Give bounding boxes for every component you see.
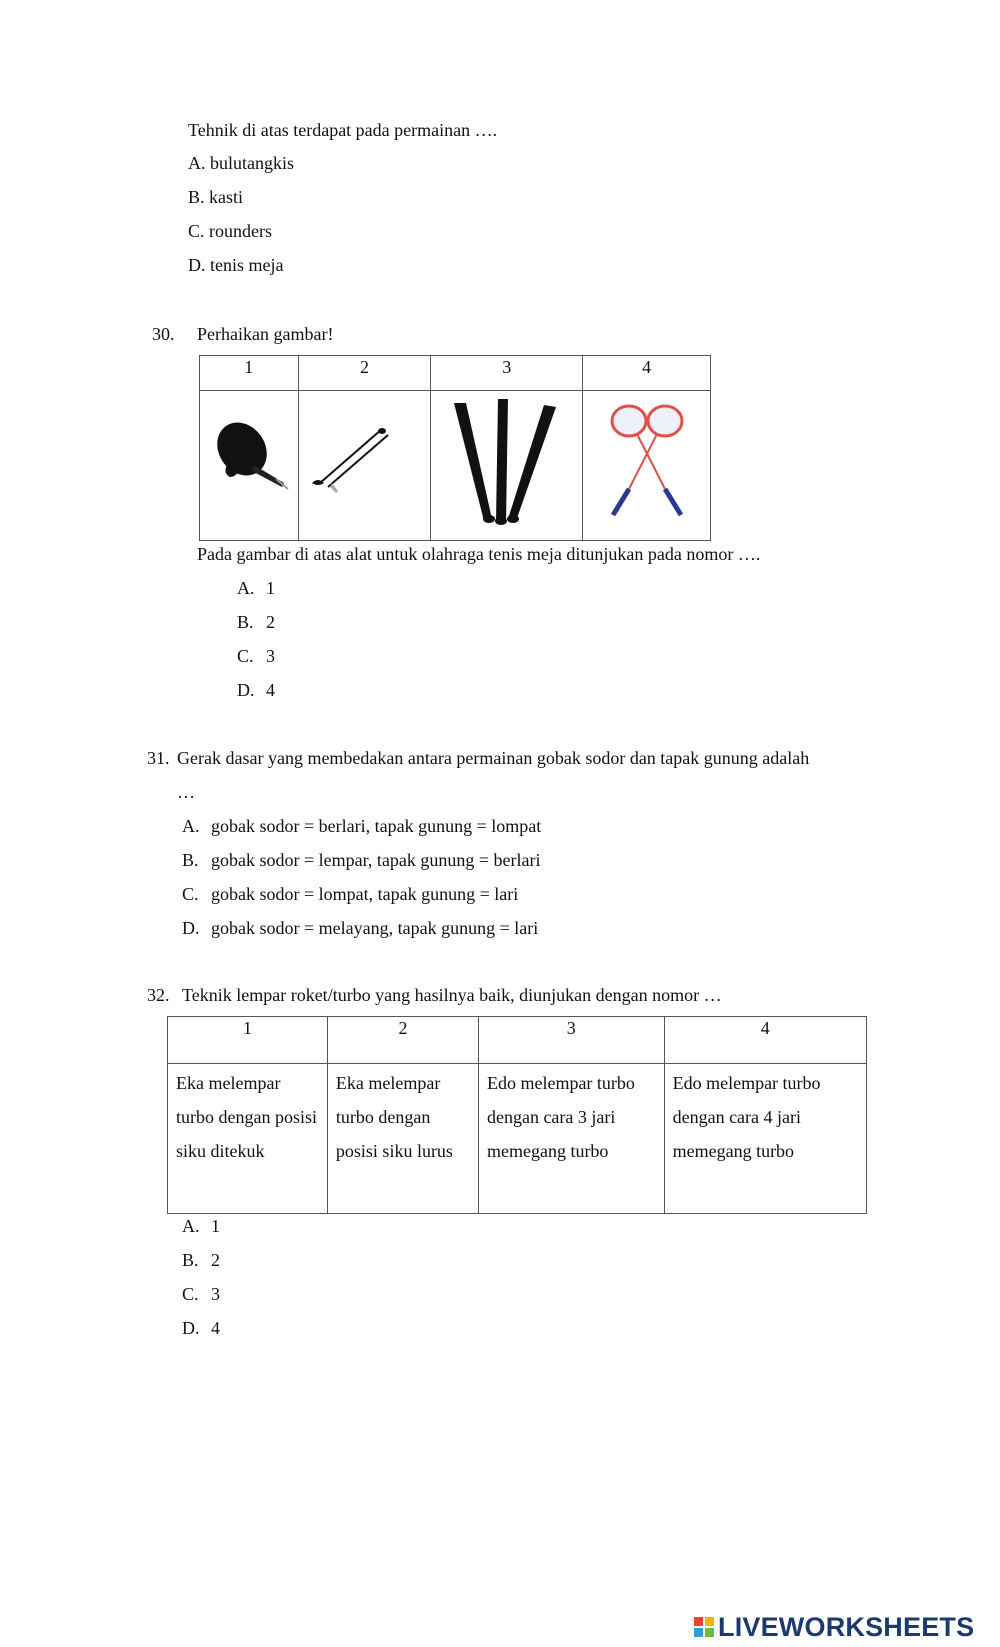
q31-option-d-letter[interactable]: D.	[182, 918, 200, 938]
q31-option-a-text[interactable]: gobak sodor = berlari, tapak gunung = lompat	[211, 816, 542, 836]
q30-option-d-letter[interactable]: D.	[237, 680, 255, 700]
q30-option-c-text[interactable]: 3	[266, 646, 275, 666]
ping-pong-paddle-icon	[204, 391, 294, 531]
liveworksheets-logo-icon	[694, 1617, 714, 1637]
q29-option-a[interactable]: A. bulutangkis	[188, 153, 294, 173]
q32-description-table	[167, 1016, 867, 1214]
q32-option-a-letter[interactable]: A.	[182, 1216, 200, 1236]
liveworksheets-logo[interactable]	[694, 1612, 974, 1642]
crossed-badminton-rackets-icon	[302, 391, 427, 531]
q31-stem-line2: …	[177, 782, 195, 802]
q31-option-c-text[interactable]: gobak sodor = lompat, tapak gunung = lari	[211, 884, 519, 904]
q31-stem-line1: Gerak dasar yang membedakan antara permainan gobak sodor dan tapak gunung adalah	[177, 748, 810, 768]
q30-picture-cell	[431, 391, 583, 541]
q32-col-number: 4	[664, 1017, 866, 1064]
q30-col-number: 4	[583, 356, 711, 391]
q32-option-b-letter[interactable]: B.	[182, 1250, 199, 1270]
kasti-bats-icon	[434, 391, 579, 531]
q32-col-number: 3	[478, 1017, 664, 1064]
q30-option-c-letter[interactable]: C.	[237, 646, 254, 666]
q29-option-c[interactable]: C. rounders	[188, 221, 272, 241]
q32-col-number: 1	[168, 1017, 328, 1064]
q30-option-d-text[interactable]: 4	[266, 680, 275, 700]
q29-option-d[interactable]: D. tenis meja	[188, 255, 284, 275]
q32-number: 32.	[147, 985, 170, 1005]
q30-instruction: Perhaikan gambar!	[197, 324, 334, 344]
q32-option-c-text[interactable]: 3	[211, 1284, 220, 1304]
q31-option-b-text[interactable]: gobak sodor = lempar, tapak gunung = berlari	[211, 850, 541, 870]
q30-option-a-text[interactable]: 1	[266, 578, 275, 598]
q30-option-a-letter[interactable]: A.	[237, 578, 255, 598]
q31-option-a-letter[interactable]: A.	[182, 816, 200, 836]
q32-option-b-text[interactable]: 2	[211, 1250, 220, 1270]
q32-option-c-letter[interactable]: C.	[182, 1284, 199, 1304]
q32-description: Edo melempar turbo dengan cara 3 jari memegang turbo	[478, 1064, 664, 1214]
q32-option-d-text[interactable]: 4	[211, 1318, 220, 1338]
q30-picture-table	[199, 355, 711, 541]
q30-option-b-letter[interactable]: B.	[237, 612, 254, 632]
q30-picture-cell	[298, 391, 431, 541]
q31-number: 31.	[147, 748, 170, 768]
q32-description: Eka melempar turbo dengan posisi siku ditekuk	[168, 1064, 328, 1214]
q32-col-number: 2	[327, 1017, 478, 1064]
q30-number: 30.	[152, 324, 175, 344]
logo-text: LIVEWORKSHEETS	[718, 1611, 975, 1642]
q30-picture-cell	[583, 391, 711, 541]
q32-description: Eka melempar turbo dengan posisi siku lurus	[327, 1064, 478, 1214]
q32-option-d-letter[interactable]: D.	[182, 1318, 200, 1338]
q31-option-d-text[interactable]: gobak sodor = melayang, tapak gunung = lari	[211, 918, 539, 938]
q31-option-c-letter[interactable]: C.	[182, 884, 199, 904]
q30-col-number: 1	[200, 356, 299, 391]
q32-stem: Teknik lempar roket/turbo yang hasilnya baik, diunjukan dengan nomor …	[182, 985, 722, 1005]
q29-stem: Tehnik di atas terdapat pada permainan ….	[188, 120, 498, 140]
crossed-tennis-rackets-icon	[587, 391, 707, 531]
q30-picture-cell	[200, 391, 299, 541]
q30-question: Pada gambar di atas alat untuk olahraga tenis meja ditunjukan pada nomor ….	[197, 544, 761, 564]
q31-option-b-letter[interactable]: B.	[182, 850, 199, 870]
q30-col-number: 2	[298, 356, 431, 391]
q30-option-b-text[interactable]: 2	[266, 612, 275, 632]
q30-col-number: 3	[431, 356, 583, 391]
q32-description: Edo melempar turbo dengan cara 4 jari memegang turbo	[664, 1064, 866, 1214]
q32-option-a-text[interactable]: 1	[211, 1216, 220, 1236]
q29-option-b[interactable]: B. kasti	[188, 187, 244, 207]
